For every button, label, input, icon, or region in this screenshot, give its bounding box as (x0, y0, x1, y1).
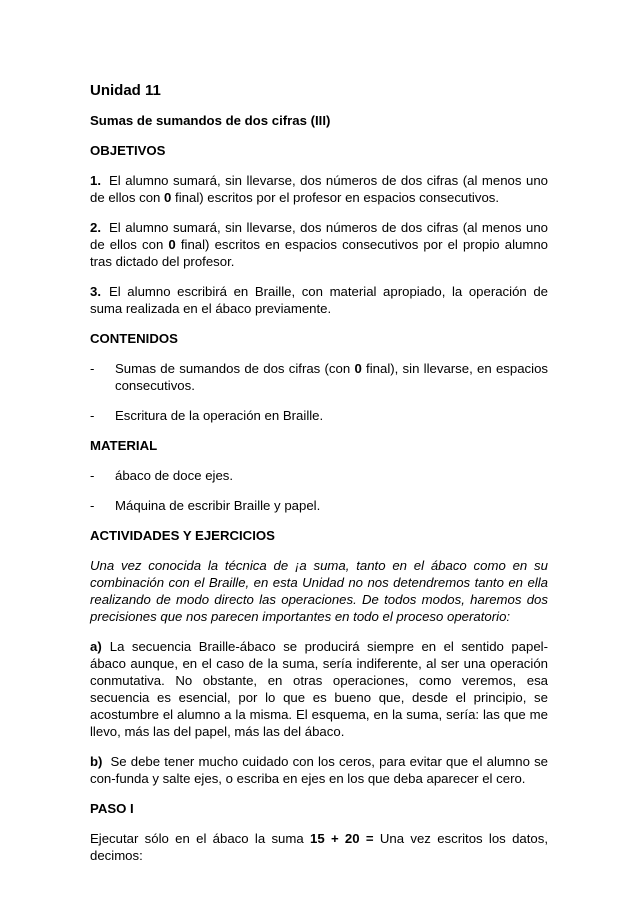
contenido-text: Escritura de la operación en Braille. (115, 408, 324, 423)
paso-paragraph (90, 830, 548, 864)
contenido-text-end: final), sin llevarse, en espacios consecutivos. (115, 361, 549, 393)
objetivo-text: El alumno escribirá en Braille, con material apropiado, la operación de suma realizada en el ábaco previamente. (90, 284, 548, 316)
list-dash: - (90, 408, 95, 423)
document-body (90, 82, 548, 877)
material-item (90, 467, 548, 484)
contenido-item (90, 407, 548, 424)
contenido-text (115, 360, 548, 394)
objetivo-text-end: final) escritos en espacios consecutivos por el propio alumno tras dictado del profesor. (90, 237, 548, 269)
material-text: Máquina de escribir Braille y papel. (115, 498, 321, 513)
point-text: Se debe tener mucho cuidado con los ceros, para evitar que el alumno se con-funda y salte ejes, o escriba en ejes en los que deba aparecer el cero. (90, 754, 548, 786)
actividades-point (90, 753, 548, 787)
list-dash: - (90, 361, 95, 376)
unit-subtitle: Sumas de sumandos de dos cifras (III) (90, 113, 331, 128)
contenido-text-start: Sumas de sumandos de dos cifras (con (115, 361, 355, 376)
list-dash: - (90, 468, 95, 483)
objetivo-bold: 0 (168, 237, 176, 252)
objetivo-item (90, 219, 548, 270)
objetivo-text: El alumno sumará, sin llevarse, dos números de dos cifras (al menos uno de ellos con (90, 173, 548, 205)
paso-heading: PASO I (90, 801, 134, 816)
point-letter: b) (90, 754, 103, 769)
list-dash: - (90, 498, 95, 513)
contenido-bold: 0 (354, 361, 362, 376)
objetivo-text-end: final) escritos por el profesor en espacios consecutivos. (171, 190, 500, 205)
objetivo-item (90, 283, 548, 317)
contenido-item (90, 360, 548, 394)
actividades-heading: ACTIVIDADES Y EJERCICIOS (90, 528, 275, 543)
paso-operation: 15 + 20 = (309, 831, 374, 846)
objetivo-number: 2. (90, 220, 101, 235)
paso-text-end: Una vez escritos los datos, decimos: (90, 831, 548, 863)
material-item (90, 497, 548, 514)
actividades-point (90, 638, 548, 740)
objetivo-number: 3. (90, 284, 101, 299)
objetivo-bold: 0 (164, 190, 172, 205)
unit-title: Unidad 11 (90, 82, 161, 99)
objetivo-number: 1. (90, 173, 101, 188)
actividades-intro: Una vez conocida la técnica de ¡a suma, tanto en el ábaco como en su combinación con el Braille, en esta Unidad no nos detendremos tanto en ella realizando de modo directo las operaciones. De todos modos, haremos dos precisiones que nos parecen importantes en todo el proceso operatorio: (90, 558, 548, 624)
objetivos-heading: OBJETIVOS (90, 143, 166, 158)
material-text: ábaco de doce ejes. (115, 468, 234, 483)
objetivo-item (90, 172, 548, 206)
paso-text-start: Ejecutar sólo en el ábaco la suma (90, 831, 310, 846)
contenidos-heading: CONTENIDOS (90, 331, 178, 346)
objetivo-text: El alumno sumará, sin llevarse, dos números de dos cifras (al menos uno de ellos con (90, 220, 548, 252)
point-letter: a) (90, 639, 102, 654)
point-text: La secuencia Braille-ábaco se producirá siempre en el sentido papel-ábaco aunque, en el caso de la suma, sería indiferente, al ser una operación conmutativa. No obstante, en otras operaciones, como veremos, esa secuencia es esencial, por lo que es bueno que, desde el principio, se acostumbre el alumno a la misma. El esquema, en la suma, sería: las que me llevo, más las del papel, más las del ábaco. (90, 639, 548, 739)
material-heading: MATERIAL (90, 438, 158, 453)
